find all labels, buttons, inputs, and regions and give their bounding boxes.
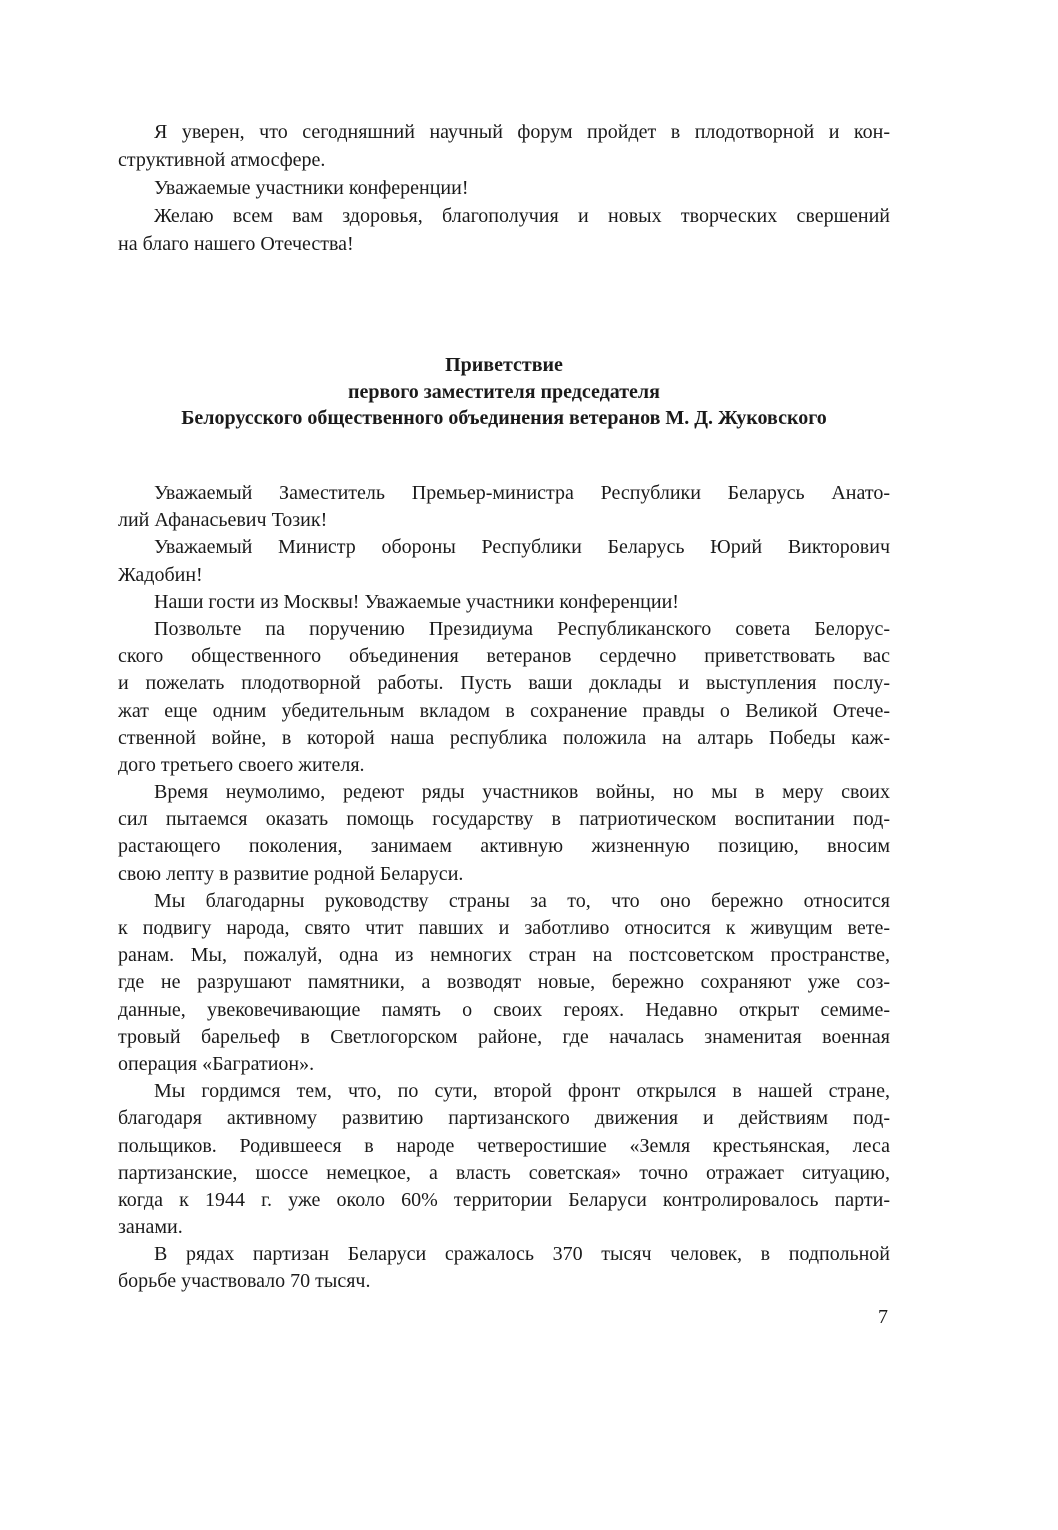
text-line: где не разрушают памятники, а возводят новые, бережно сохраняют уже соз-: [118, 971, 890, 994]
text-line: лий Афанасьевич Тозик!: [118, 509, 328, 532]
text-line: Желаю всем вам здоровья, благополучия и новых творческих свершений: [154, 205, 890, 227]
text-line: Мы благодарны руководству страны за то, что оно бережно относится: [154, 889, 890, 912]
text-line: тровый барельеф в Светлогорском районе, где началась знаменитая военная: [118, 1025, 890, 1048]
paragraph: [118, 779, 890, 888]
paragraph: [118, 174, 890, 202]
body-section: [118, 480, 890, 1296]
paragraph: [118, 118, 890, 174]
text-line: когда к 1944 г. уже около 60% территории Беларуси контролировалось парти-: [118, 1188, 890, 1211]
text-line: растающего поколения, занимаем активную жизненную позицию, вносим: [118, 835, 890, 858]
text-line: дого третьего своего жителя.: [118, 753, 365, 776]
text-line: ранам. Мы, пожалуй, одна из немногих стран на постсоветском пространстве,: [118, 944, 890, 967]
text-line: жат еще одним убедительным вкладом в сохранение правды о Великой Отече-: [118, 699, 890, 722]
text-line: Я уверен, что сегодняшний научный форум пройдет в плодотворной и кон-: [154, 121, 890, 143]
text-line: Наши гости из Москвы! Уважаемые участники конференции!: [154, 590, 679, 613]
paragraph: [118, 1078, 890, 1241]
intro-section: [118, 118, 890, 258]
paragraph: [118, 616, 890, 779]
paragraph: [118, 888, 890, 1078]
text-line: благодаря активному развитию партизанского движения и действиям под-: [118, 1107, 890, 1130]
text-line: занами.: [118, 1216, 183, 1239]
paragraph: [118, 589, 890, 616]
text-line: партизанские, шоссе немецкое, а власть советская» точно отражает ситуацию,: [118, 1161, 890, 1184]
text-line: борьбе участвовало 70 тысяч.: [118, 1270, 371, 1293]
text-line: структивной атмосфере.: [118, 149, 326, 171]
paragraph: [118, 202, 890, 258]
section-heading: [118, 352, 890, 432]
paragraph: [118, 480, 890, 534]
text-line: Уважаемые участники конференции!: [154, 177, 469, 199]
paragraph: [118, 534, 890, 588]
heading-line: первого заместителя председателя: [348, 380, 660, 403]
text-line: польщиков. Родившееся в народе четверостишие «Земля крестьянская, леса: [118, 1134, 890, 1157]
text-line: к подвигу народа, свято чтит павших и заботливо относится к живущим вете-: [118, 917, 890, 939]
text-line: Уважаемый Министр обороны Республики Беларусь Юрий Викторович: [154, 536, 890, 559]
text-line: Мы гордимся тем, что, по сути, второй фронт открылся в нашей стране,: [154, 1080, 890, 1103]
page-number: 7: [878, 1306, 888, 1328]
text-line: ского общественного объединения ветеранов сердечно приветствовать вас: [118, 645, 890, 668]
text-line: на благо нашего Отечества!: [118, 233, 354, 255]
text-line: Время неумолимо, редеют ряды участников войны, но мы в меру своих: [154, 781, 890, 804]
text-line: и пожелать плодотворной работы. Пусть ваши доклады и выступления послу-: [118, 672, 890, 695]
text-line: операция «Багратион».: [118, 1052, 315, 1075]
text-line: ственной войне, в которой наша республика положила на алтарь Победы каж-: [118, 726, 890, 749]
heading-line: Приветствие: [445, 354, 563, 376]
text-line: Позвольте па поручению Президиума Республиканского совета Белорус-: [154, 617, 890, 640]
text-line: Уважаемый Заместитель Премьер-министра Республики Беларусь Анато-: [154, 482, 890, 504]
text-line: данные, увековечивающие память о своих героях. Недавно открыт семиме-: [118, 998, 890, 1021]
text-line: Жадобин!: [118, 563, 203, 586]
text-line: сил пытаемся оказать помощь государству в патриотическом воспитании под-: [118, 808, 890, 831]
heading-line: Белорусского общественного объединения ветеранов М. Д. Жуковского: [181, 407, 827, 429]
text-line: свою лепту в развитие родной Беларуси.: [118, 862, 464, 885]
paragraph: [118, 1241, 890, 1295]
text-line: В рядах партизан Беларуси сражалось 370 тысяч человек, в подпольной: [154, 1243, 890, 1266]
